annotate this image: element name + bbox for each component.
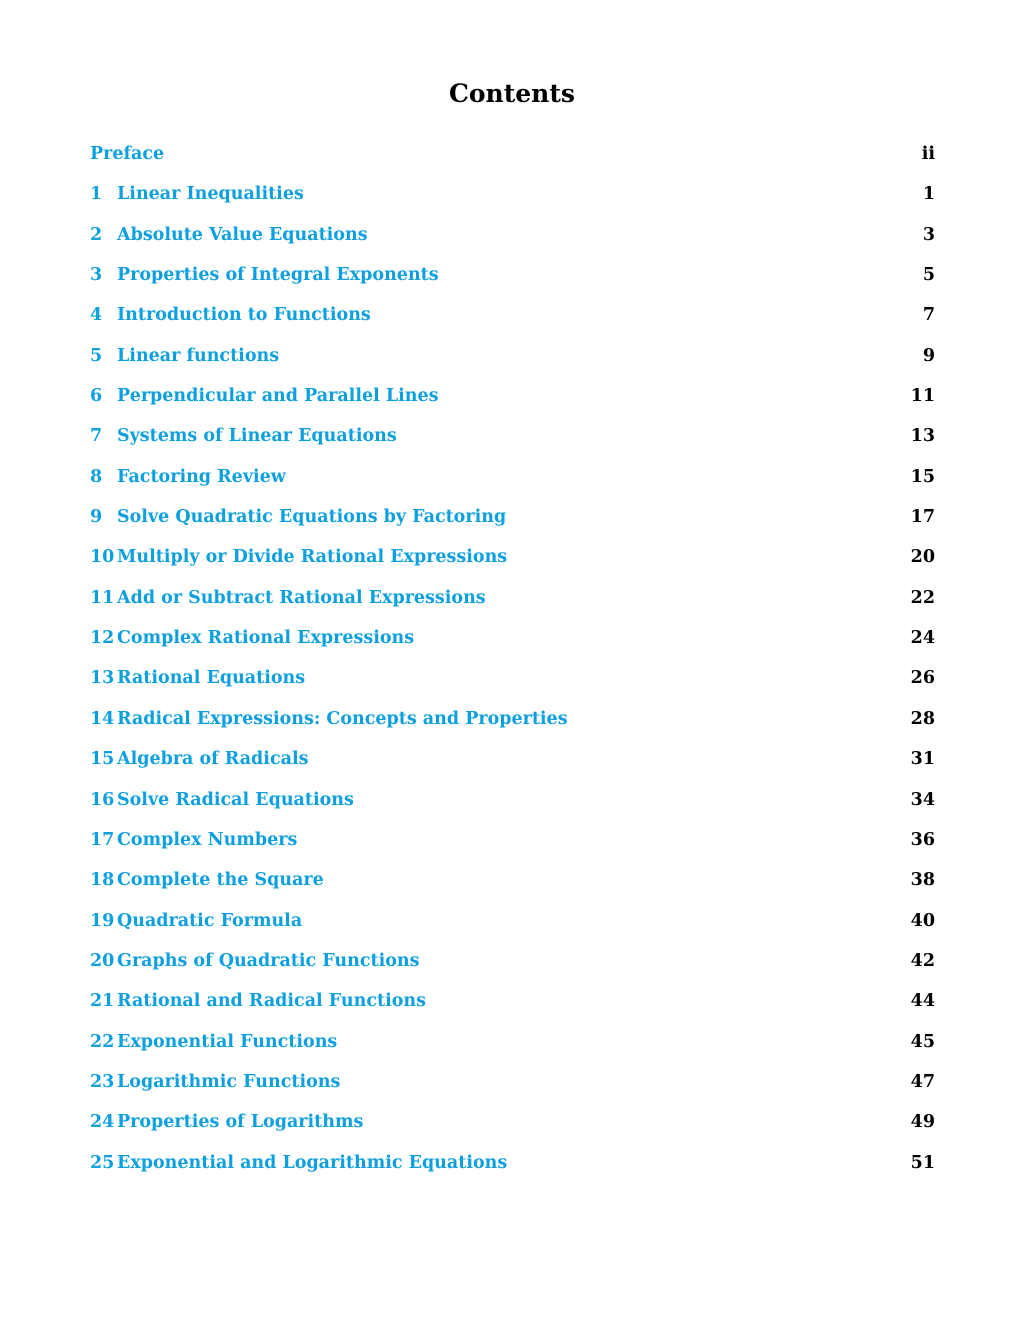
- toc-entry-number: 22: [90, 1031, 115, 1052]
- toc-entry: [90, 299, 935, 339]
- toc-entry: [90, 582, 935, 622]
- toc-entry-title: Absolute Value Equations: [117, 224, 368, 245]
- toc-entry-number: 24: [90, 1112, 115, 1133]
- toc-entry-title: Radical Expressions: Concepts and Properties: [117, 708, 568, 729]
- toc-entry-link[interactable]: [90, 1026, 905, 1058]
- toc-entry-page-number: 3: [922, 224, 935, 245]
- toc-entry-link[interactable]: [90, 743, 905, 775]
- toc-entry-title: Systems of Linear Equations: [117, 426, 397, 447]
- toc-entry-link[interactable]: [90, 985, 905, 1017]
- toc-entry: [90, 743, 935, 783]
- toc-entry-link[interactable]: [90, 662, 905, 694]
- toc-entry-title: Exponential Functions: [117, 1031, 338, 1052]
- toc-entry-title: Solve Quadratic Equations by Factoring: [117, 507, 507, 528]
- toc-entry-link[interactable]: [90, 138, 905, 170]
- toc-entry: [90, 501, 935, 541]
- toc-entry-title: Complete the Square: [117, 870, 324, 891]
- toc-entry-title: Perpendicular and Parallel Lines: [117, 386, 439, 407]
- table-of-contents: [90, 138, 935, 1187]
- toc-entry-title: Complex Numbers: [117, 829, 298, 850]
- toc-entry-number: 10: [90, 547, 115, 568]
- toc-entry: [90, 824, 935, 864]
- toc-entry-page-number: 24: [910, 628, 935, 649]
- toc-entry-link[interactable]: [90, 784, 905, 816]
- toc-entry: [90, 259, 935, 299]
- toc-entry: [90, 138, 935, 178]
- toc-entry-number: 8: [90, 466, 103, 487]
- toc-entry-link[interactable]: [90, 622, 905, 654]
- toc-entry-title: Exponential and Logarithmic Equations: [117, 1152, 508, 1173]
- toc-entry-link[interactable]: [90, 420, 905, 452]
- toc-entry-title: Multiply or Divide Rational Expressions: [117, 547, 508, 568]
- toc-entry-page-number: 47: [910, 1071, 935, 1092]
- toc-entry-title: Algebra of Radicals: [117, 749, 309, 770]
- toc-entry-link[interactable]: [90, 219, 905, 251]
- toc-entry: [90, 219, 935, 259]
- toc-entry-link[interactable]: [90, 703, 905, 735]
- toc-entry-number: 9: [90, 507, 103, 528]
- toc-entry-number: 23: [90, 1071, 115, 1092]
- toc-entry-number: 15: [90, 749, 115, 770]
- toc-entry-title: Add or Subtract Rational Expressions: [117, 587, 486, 608]
- toc-entry-link[interactable]: [90, 905, 905, 937]
- toc-entry-link[interactable]: [90, 1147, 905, 1179]
- toc-entry-page-number: 31: [910, 749, 935, 770]
- toc-entry-page-number: 51: [910, 1152, 935, 1173]
- toc-entry: [90, 945, 935, 985]
- toc-entry-page-number: 15: [910, 466, 935, 487]
- page-title: Contents: [448, 79, 575, 108]
- toc-entry-title: Properties of Logarithms: [117, 1112, 364, 1133]
- toc-entry-page-number: 36: [910, 829, 935, 850]
- toc-entry-link[interactable]: [90, 178, 905, 210]
- toc-entry-number: 4: [90, 305, 103, 326]
- toc-entry-page-number: 44: [910, 991, 935, 1012]
- toc-entry-link[interactable]: [90, 541, 905, 573]
- toc-entry-number: 5: [90, 345, 103, 366]
- toc-entry-link[interactable]: [90, 340, 905, 372]
- toc-entry-page-number: 9: [922, 345, 935, 366]
- toc-entry-page-number: ii: [921, 144, 935, 164]
- toc-entry-number: 13: [90, 668, 115, 689]
- toc-entry-page-number: 40: [910, 910, 935, 931]
- toc-entry-number: 17: [90, 829, 115, 850]
- toc-entry-title: Complex Rational Expressions: [117, 628, 415, 649]
- toc-entry-page-number: 7: [922, 305, 935, 326]
- toc-entry-title: Factoring Review: [117, 466, 286, 487]
- toc-entry-title: Properties of Integral Exponents: [117, 265, 439, 286]
- toc-entry-title: Introduction to Functions: [117, 305, 371, 326]
- toc-entry-title: Solve Radical Equations: [117, 789, 354, 810]
- toc-entry-number: 1: [90, 184, 103, 205]
- toc-entry-page-number: 28: [910, 708, 935, 729]
- toc-entry-number: 7: [90, 426, 103, 447]
- toc-entry: [90, 1147, 935, 1187]
- toc-entry: [90, 784, 935, 824]
- toc-entry-number: 18: [90, 870, 115, 891]
- toc-entry-number: 25: [90, 1152, 115, 1173]
- toc-entry-page-number: 49: [910, 1112, 935, 1133]
- toc-entry-title: Linear functions: [117, 345, 280, 366]
- toc-entry-page-number: 38: [910, 870, 935, 891]
- toc-entry: [90, 864, 935, 904]
- toc-entry: [90, 985, 935, 1025]
- toc-entry: [90, 1106, 935, 1146]
- toc-entry-link[interactable]: [90, 1106, 905, 1138]
- toc-entry-link[interactable]: [90, 1066, 905, 1098]
- toc-entry-link[interactable]: [90, 299, 905, 331]
- toc-entry-link[interactable]: [90, 501, 905, 533]
- toc-entry: [90, 905, 935, 945]
- toc-entry: [90, 622, 935, 662]
- toc-entry-page-number: 11: [910, 386, 935, 407]
- toc-entry-link[interactable]: [90, 864, 905, 896]
- toc-entry-page-number: 20: [910, 547, 935, 568]
- toc-entry-number: 11: [90, 587, 115, 608]
- toc-entry-title: Preface: [90, 144, 165, 164]
- toc-entry-number: 2: [90, 224, 103, 245]
- toc-entry-page-number: 34: [910, 789, 935, 810]
- toc-entry-title: Graphs of Quadratic Functions: [117, 950, 420, 971]
- toc-entry-link[interactable]: [90, 380, 905, 412]
- toc-entry-page-number: 5: [922, 265, 935, 286]
- toc-entry: [90, 541, 935, 581]
- toc-entry-title: Rational Equations: [117, 668, 306, 689]
- toc-entry-page-number: 42: [910, 950, 935, 971]
- toc-entry-number: 12: [90, 628, 115, 649]
- toc-entry-page-number: 17: [910, 507, 935, 528]
- toc-entry: [90, 461, 935, 501]
- toc-entry-number: 6: [90, 386, 103, 407]
- toc-entry-title: Rational and Radical Functions: [117, 991, 426, 1012]
- toc-entry-page-number: 1: [922, 184, 935, 205]
- toc-entry: [90, 1066, 935, 1106]
- toc-entry-number: 19: [90, 910, 115, 931]
- toc-entry-link[interactable]: [90, 461, 905, 493]
- toc-entry-title: Quadratic Formula: [117, 910, 303, 931]
- toc-entry: [90, 662, 935, 702]
- toc-entry: [90, 178, 935, 218]
- toc-entry-link[interactable]: [90, 259, 905, 291]
- toc-entry: [90, 703, 935, 743]
- toc-entry-number: 14: [90, 708, 115, 729]
- toc-entry-title: Logarithmic Functions: [117, 1071, 341, 1092]
- toc-entry: [90, 380, 935, 420]
- toc-entry-page-number: 13: [910, 426, 935, 447]
- toc-entry: [90, 1026, 935, 1066]
- toc-entry-link[interactable]: [90, 824, 905, 856]
- toc-entry: [90, 340, 935, 380]
- toc-entry-link[interactable]: [90, 945, 905, 977]
- toc-entry-title: Linear Inequalities: [117, 184, 304, 205]
- toc-entry-number: 16: [90, 789, 115, 810]
- toc-entry-number: 21: [90, 991, 115, 1012]
- toc-entry-link[interactable]: [90, 582, 905, 614]
- toc-entry-number: 3: [90, 265, 103, 286]
- toc-entry-page-number: 26: [910, 668, 935, 689]
- toc-entry-page-number: 22: [910, 587, 935, 608]
- toc-entry-page-number: 45: [910, 1031, 935, 1052]
- toc-entry-number: 20: [90, 950, 115, 971]
- toc-entry: [90, 420, 935, 460]
